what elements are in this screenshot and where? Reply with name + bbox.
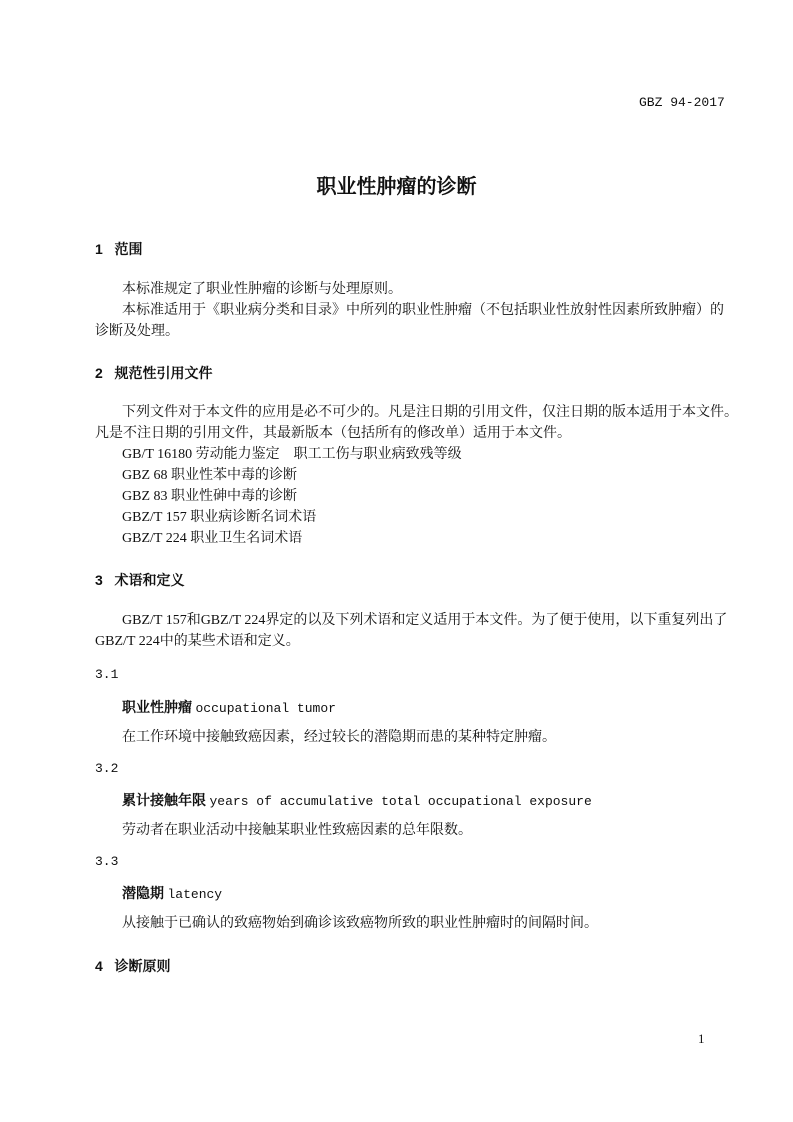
doc-code: GBZ 94-2017 [639,95,725,110]
term-definition: 劳动者在职业活动中接触某职业性致癌因素的总年限数。 [122,823,472,838]
paragraph: GBZ/T 224中的某些术语和定义。 [95,634,300,649]
term-definition: 从接触于已确认的致癌物始到确诊该致癌物所致的职业性肿瘤时的间隔时间。 [122,916,598,931]
paragraph: 诊断及处理。 [95,324,179,339]
term-definition: 在工作环境中接触致癌因素，经过较长的潜隐期而患的某种特定肿瘤。 [122,730,556,745]
paragraph: 本标准适用于《职业病分类和目录》中所列的职业性肿瘤（不包括职业性放射性因素所致肿瘤）的 [122,303,724,318]
reference-item: GBZ 68 职业性苯中毒的诊断 [122,468,297,483]
section-3-heading: 3 术语和定义 [95,572,185,588]
section-2-heading: 2 规范性引用文件 [95,365,213,381]
term-number: 3.2 [95,761,119,776]
paragraph: 下列文件对于本文件的应用是必不可少的。凡是注日期的引用文件，仅注日期的版本适用于本文件。 [122,405,738,420]
paragraph: GBZ/T 157和GBZ/T 224界定的以及下列术语和定义适用于本文件。为了便于使用，以下重复列出了 [122,613,728,628]
page-number: 1 [698,1031,705,1046]
reference-item: GBZ/T 224 职业卫生名词术语 [122,531,303,546]
term-heading: 潜隐期 latency [122,885,223,902]
term-number: 3.3 [95,854,119,869]
reference-item: GBZ/T 157 职业病诊断名词术语 [122,510,317,525]
section-1-heading: 1 范围 [95,241,143,257]
paragraph: 本标准规定了职业性肿瘤的诊断与处理原则。 [122,282,402,297]
reference-item: GB/T 16180 劳动能力鉴定 职工工伤与职业病致残等级 [122,447,462,462]
paragraph: 凡是不注日期的引用文件，其最新版本（包括所有的修改单）适用于本文件。 [95,426,571,441]
term-number: 3.1 [95,667,119,682]
section-4-heading: 4 诊断原则 [95,958,171,974]
page-title: 职业性肿瘤的诊断 [316,176,477,198]
reference-item: GBZ 83 职业性砷中毒的诊断 [122,489,297,504]
term-heading: 累计接触年限 years of accumulative total occupational exposure [122,792,592,809]
term-heading: 职业性肿瘤 occupational tumor [122,699,336,716]
